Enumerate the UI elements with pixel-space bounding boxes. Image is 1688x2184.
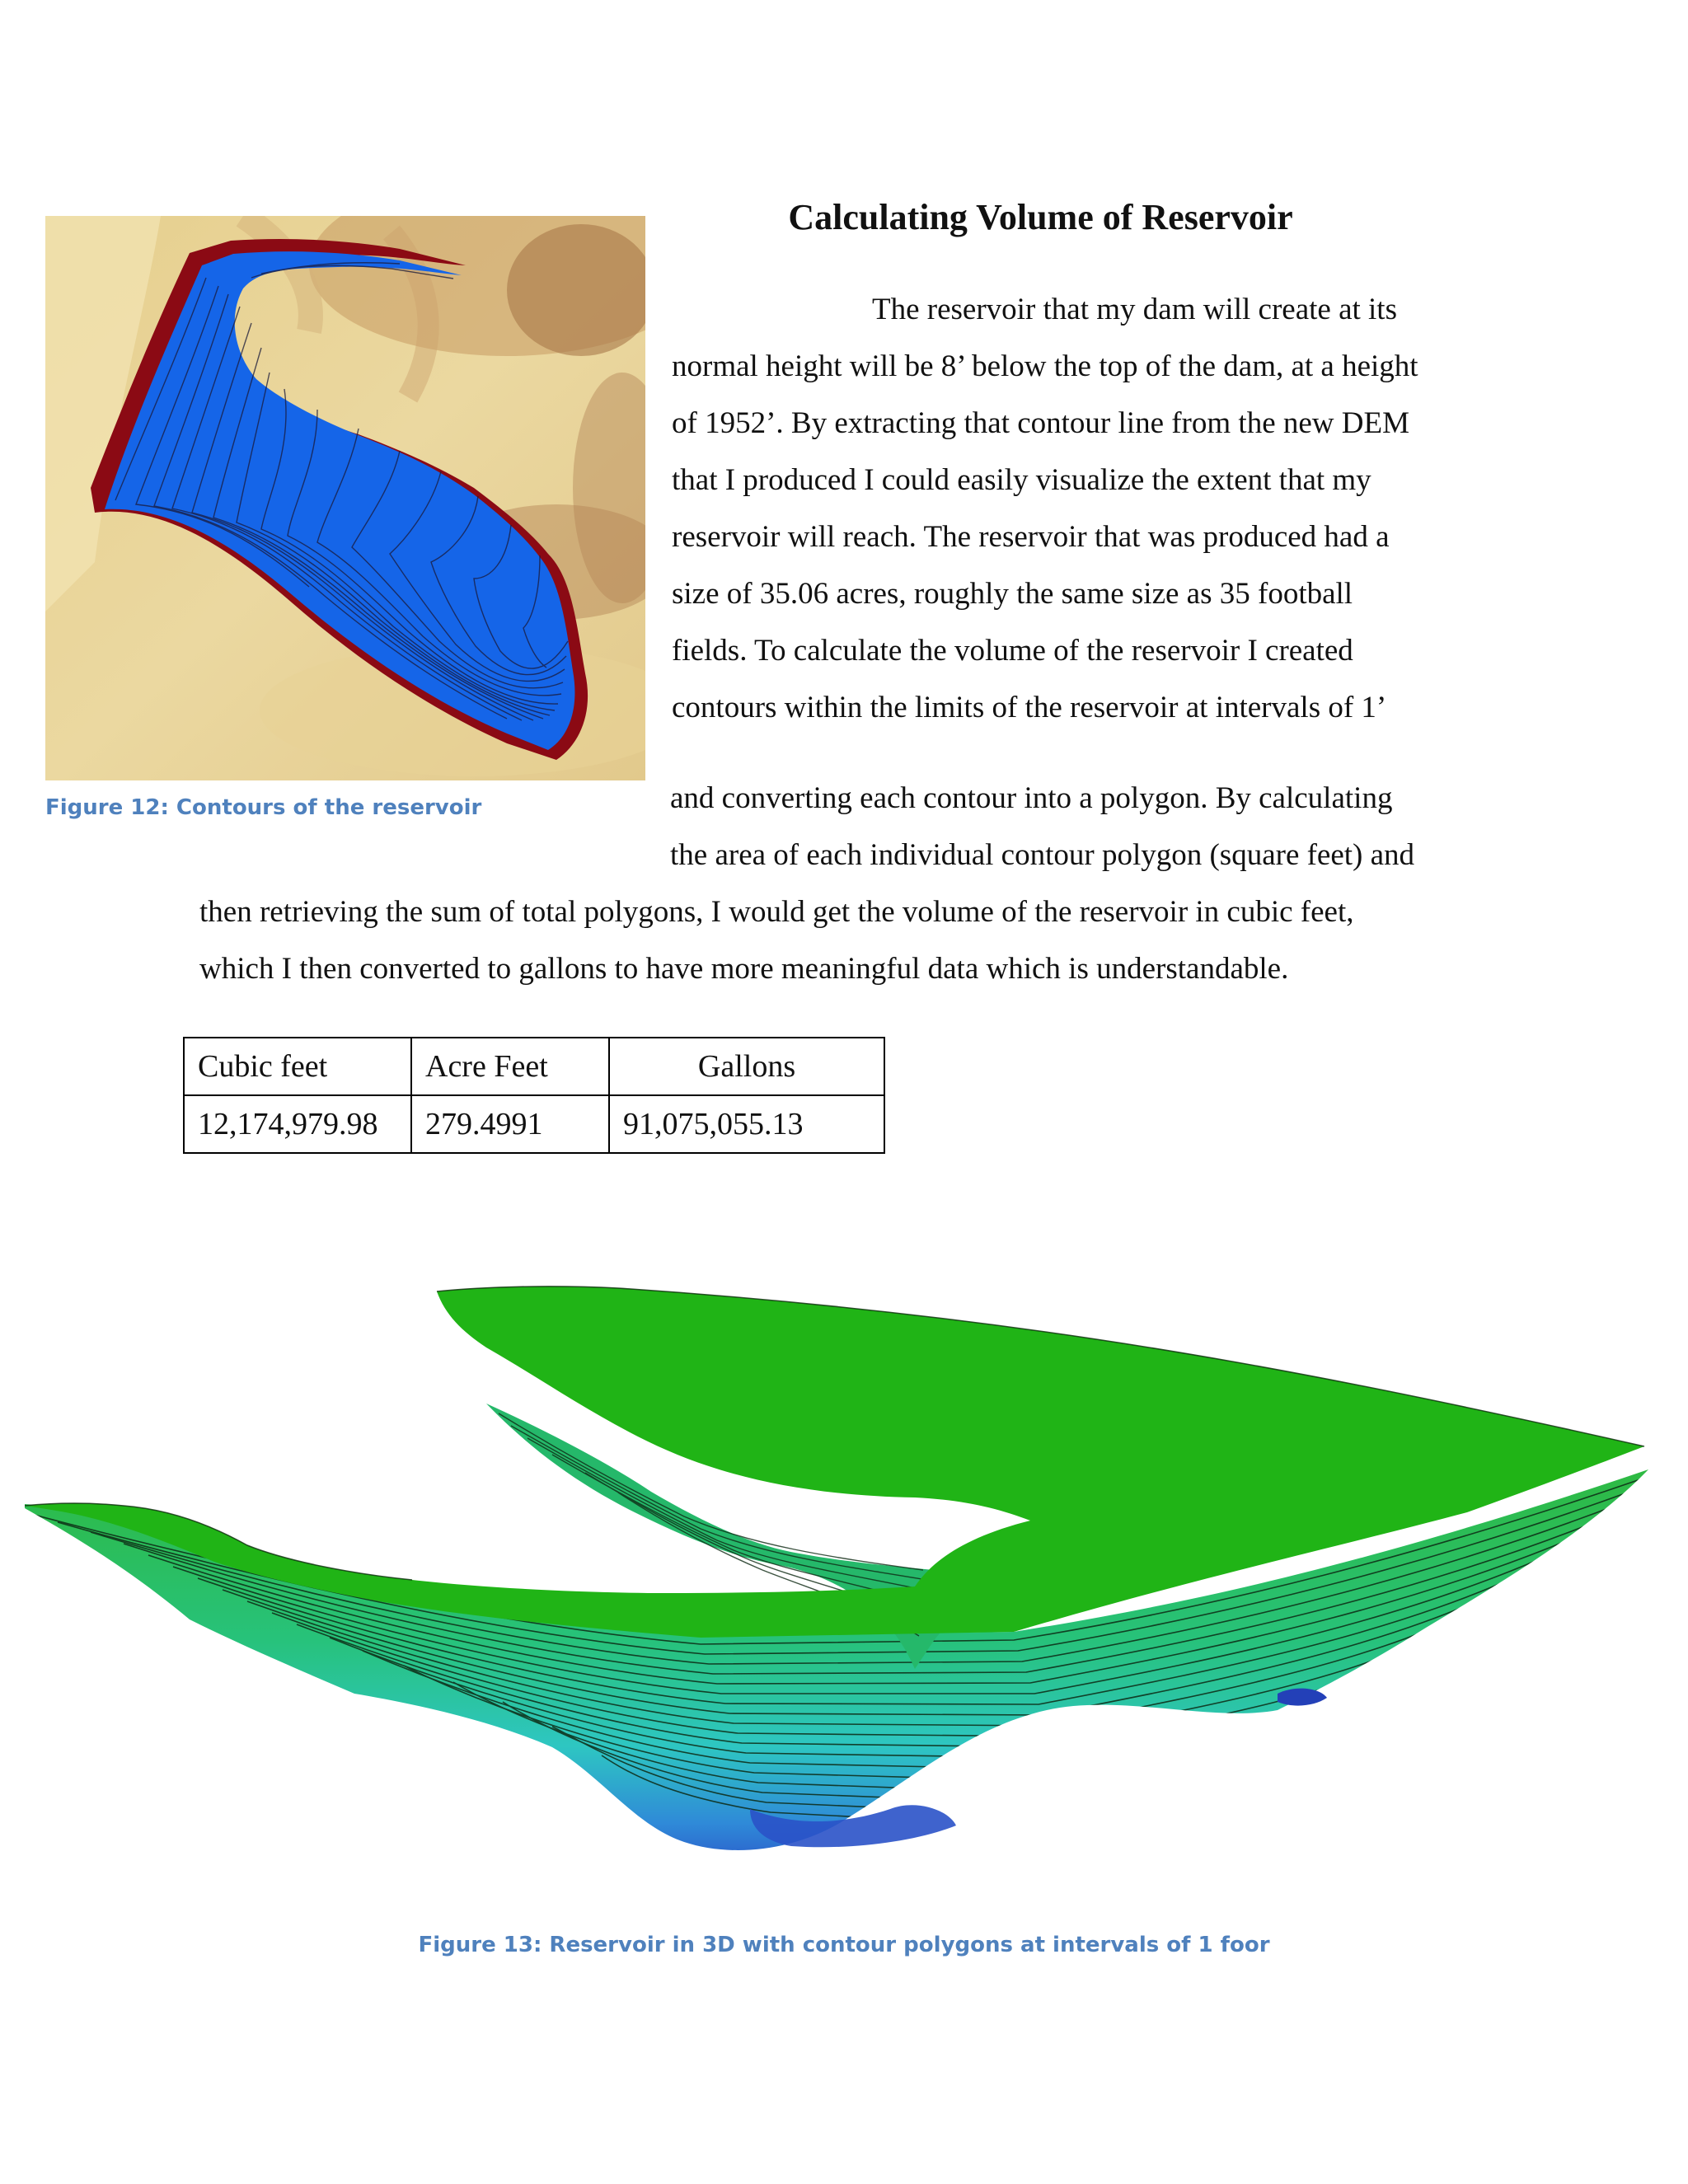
paragraph-line: the area of each individual contour polygon (square feet) and [670, 838, 1415, 872]
volume-table [183, 1037, 885, 1154]
figure-13-caption: Figure 13: Reservoir in 3D with contour polygons at intervals of 1 foor [418, 1933, 1270, 1957]
paragraph-line: normal height will be 8’ below the top of the dam, at a height [672, 349, 1418, 383]
paragraph-line: reservoir will reach. The reservoir that was produced had a [672, 520, 1390, 554]
cell-cubic-feet: 12,174,979.98 [184, 1095, 411, 1153]
figure-13-3d-reservoir [25, 1282, 1653, 1875]
paragraph-line: contours within the limits of the reservoir at intervals of 1’ [672, 691, 1387, 724]
paragraph-line: then retrieving the sum of total polygons, I would get the volume of the reservoir in cubic feet, [199, 895, 1354, 929]
header-acre-feet: Acre Feet [411, 1038, 609, 1095]
contour-map-graphic [45, 216, 645, 780]
figure-12-contour-map [45, 216, 645, 780]
paragraph-line: that I produced I could easily visualize the extent that my [672, 463, 1372, 497]
cell-gallons: 91,075,055.13 [609, 1095, 884, 1153]
table-header-row [184, 1038, 884, 1095]
paragraph-line: The reservoir that my dam will create at its [872, 293, 1397, 326]
paragraph-line: of 1952’. By extracting that contour line from the new DEM [672, 406, 1409, 440]
paragraph-line: size of 35.06 acres, roughly the same size as 35 football [672, 577, 1353, 611]
paragraph-line: which I then converted to gallons to have more meaningful data which is understandable. [199, 952, 1289, 986]
figure-12-caption: Figure 12: Contours of the reservoir [45, 795, 482, 820]
header-gallons: Gallons [609, 1038, 884, 1095]
paragraph-line: fields. To calculate the volume of the reservoir I created [672, 634, 1353, 668]
paragraph-line: and converting each contour into a polygon. By calculating [670, 781, 1393, 815]
header-cubic-feet: Cubic feet [184, 1038, 411, 1095]
cell-acre-feet: 279.4991 [411, 1095, 609, 1153]
table-row [184, 1095, 884, 1153]
reservoir-3d-graphic [25, 1282, 1653, 1875]
section-title: Calculating Volume of Reservoir [788, 197, 1293, 237]
